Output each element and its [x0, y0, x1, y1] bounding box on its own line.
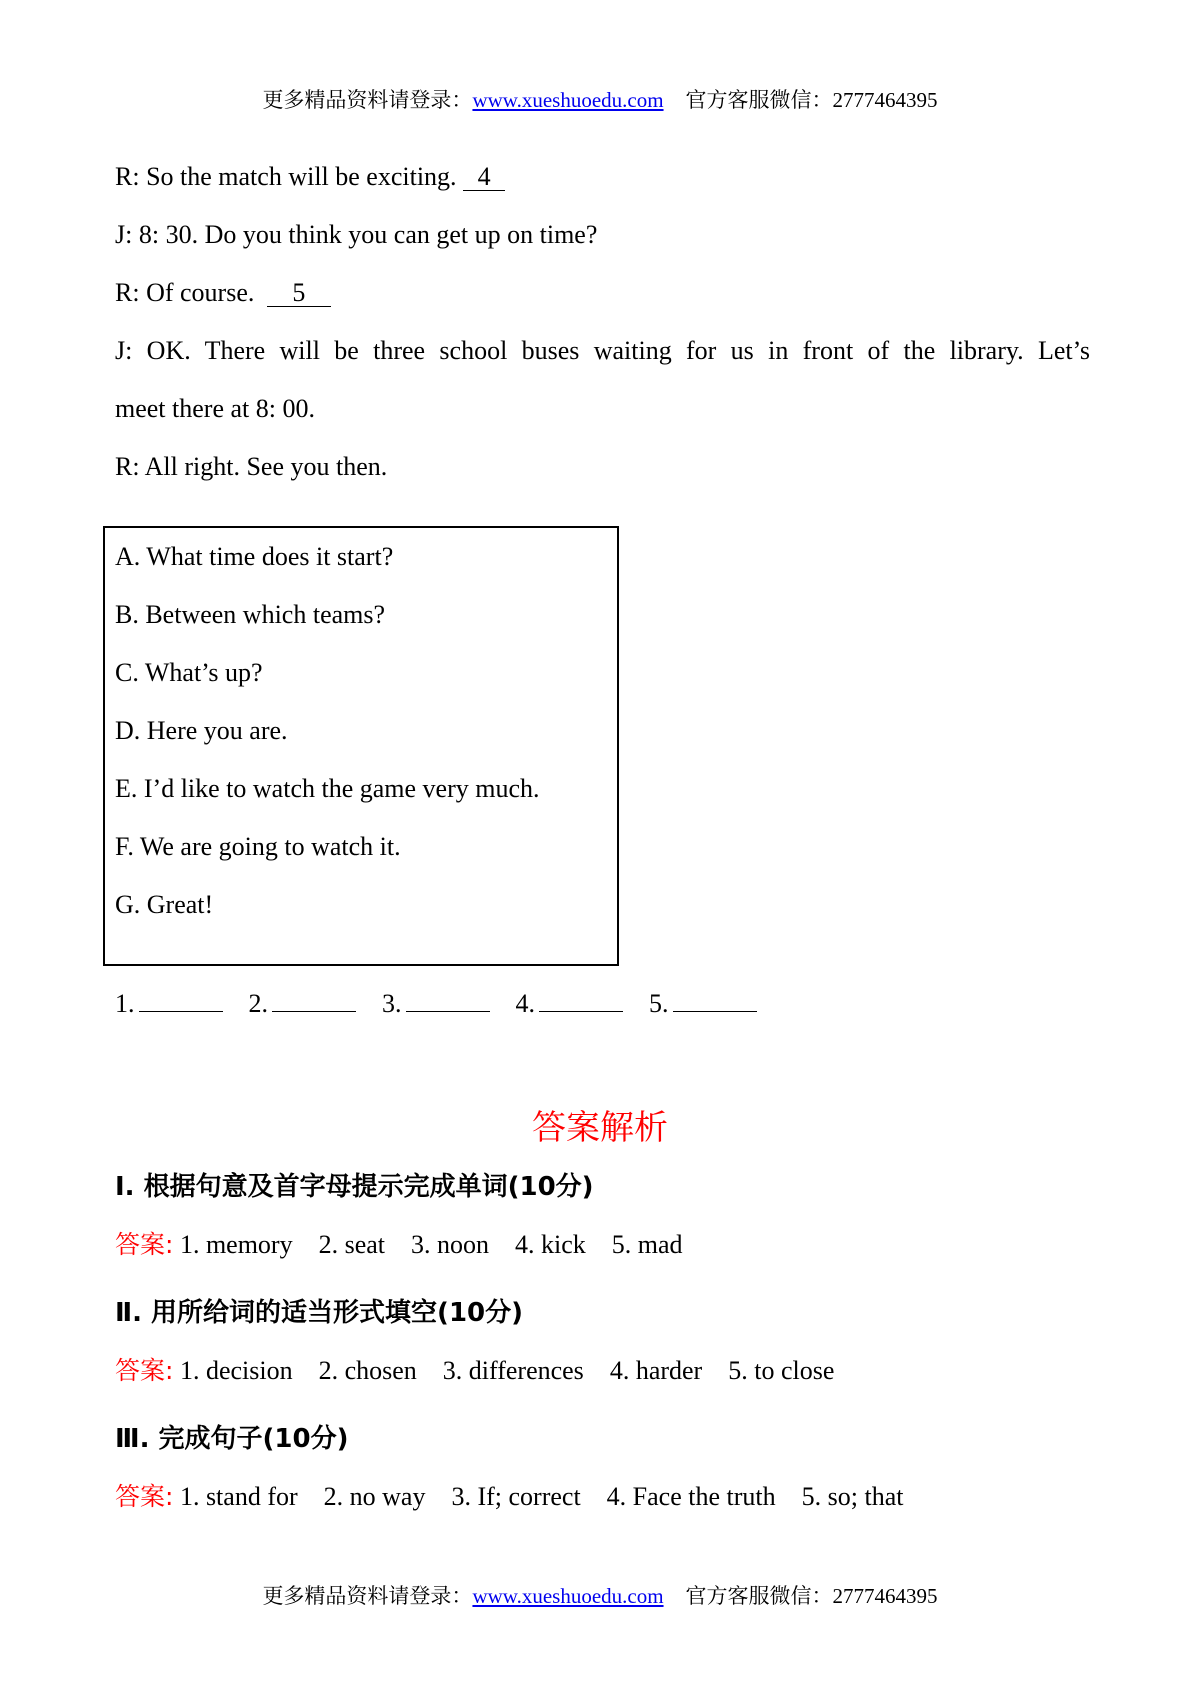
blank-number-5: 5	[267, 280, 331, 307]
answer-blank-3[interactable]	[382, 987, 490, 1021]
answer-item: 1. memory	[179, 1230, 293, 1259]
blank-line	[272, 989, 356, 1012]
dialogue-line-6	[115, 450, 387, 484]
answer-item: 4. Face the truth	[606, 1482, 776, 1511]
answer-section-title: 答案解析	[532, 1108, 668, 1148]
dialogue-text: R: Of course.	[115, 278, 261, 307]
answer-item: 1. decision	[179, 1356, 293, 1385]
answer-item: 2. chosen	[318, 1356, 417, 1385]
footer-prefix: 更多精品资料请登录：	[262, 1584, 473, 1608]
answer-item: 1. stand for	[179, 1482, 298, 1511]
answer-item: 5. mad	[611, 1230, 683, 1259]
answer-blanks-row	[115, 987, 757, 1021]
blank-number: 3.	[382, 989, 402, 1018]
part-2-heading: Ⅱ. 用所给词的适当形式填空(10分)	[115, 1298, 524, 1328]
blank-number-4: 4	[463, 164, 505, 191]
option-e: E. I’d like to watch the game very much.	[115, 774, 540, 803]
answer-item: 5. so; that	[801, 1482, 904, 1511]
header-service-contact: 官方客服微信：2777464395	[685, 88, 938, 112]
part-3-heading: Ⅲ. 完成句子(10分)	[115, 1424, 349, 1454]
answer-blank-2[interactable]	[249, 987, 357, 1021]
blank-number: 1.	[115, 989, 135, 1018]
answer-item: 3. If; correct	[451, 1482, 581, 1511]
answer-label: 答案:	[115, 1356, 174, 1385]
answer-label: 答案:	[115, 1230, 174, 1259]
answer-item: 5. to close	[728, 1356, 835, 1385]
footer-service-contact: 官方客服微信：2777464395	[685, 1584, 938, 1608]
footer-site-link[interactable]: www.xueshuoedu.com	[472, 1584, 664, 1608]
dialogue-line-2	[115, 218, 597, 252]
answer-item: 3. differences	[442, 1356, 584, 1385]
part-1-heading: Ⅰ. 根据句意及首字母提示完成单词(10分)	[115, 1172, 594, 1202]
answer-item: 3. noon	[411, 1230, 490, 1259]
answer-item: 2. no way	[323, 1482, 426, 1511]
option-f: F. We are going to watch it.	[115, 832, 401, 861]
dialogue-line-5	[115, 392, 315, 426]
dialogue-text: R: All right. See you then.	[115, 452, 388, 481]
blank-number: 4.	[515, 989, 535, 1018]
part-1-answers	[115, 1228, 709, 1262]
page-footer	[0, 1582, 1200, 1610]
part-2-answers	[115, 1354, 860, 1388]
blank-number: 5.	[649, 989, 669, 1018]
dialogue-line-4	[115, 334, 1090, 368]
dialogue-text: J: 8: 30. Do you think you can get up on time?	[115, 220, 598, 249]
option-g: G. Great!	[115, 890, 214, 919]
answer-item: 4. harder	[609, 1356, 703, 1385]
blank-line	[139, 989, 223, 1012]
dialogue-line-1	[115, 160, 505, 194]
dialogue-line-3	[115, 276, 331, 310]
page-header	[0, 86, 1200, 114]
answer-blank-5[interactable]	[649, 987, 757, 1021]
option-b: B. Between which teams?	[115, 600, 386, 629]
option-c: C. What’s up?	[115, 658, 263, 687]
answer-blank-4[interactable]	[516, 987, 624, 1021]
options-box	[103, 526, 619, 966]
answer-label: 答案:	[115, 1482, 174, 1511]
option-d: D. Here you are.	[115, 716, 288, 745]
header-prefix: 更多精品资料请登录：	[262, 88, 473, 112]
dialogue-text: J: OK. There will be three school buses waiting for us in front of the library. Let’s	[115, 336, 1090, 365]
blank-line	[539, 989, 623, 1012]
dialogue-text: R: So the match will be exciting.	[115, 162, 464, 191]
answer-blank-1[interactable]	[115, 987, 223, 1021]
option-a: A. What time does it start?	[115, 542, 394, 571]
blank-line	[673, 989, 757, 1012]
blank-number: 2.	[248, 989, 268, 1018]
dialogue-text: meet there at 8: 00.	[115, 394, 315, 423]
blank-line	[406, 989, 490, 1012]
part-3-answers	[115, 1480, 929, 1514]
header-site-link[interactable]: www.xueshuoedu.com	[472, 88, 664, 112]
answer-item: 2. seat	[318, 1230, 386, 1259]
answer-item: 4. kick	[515, 1230, 586, 1259]
